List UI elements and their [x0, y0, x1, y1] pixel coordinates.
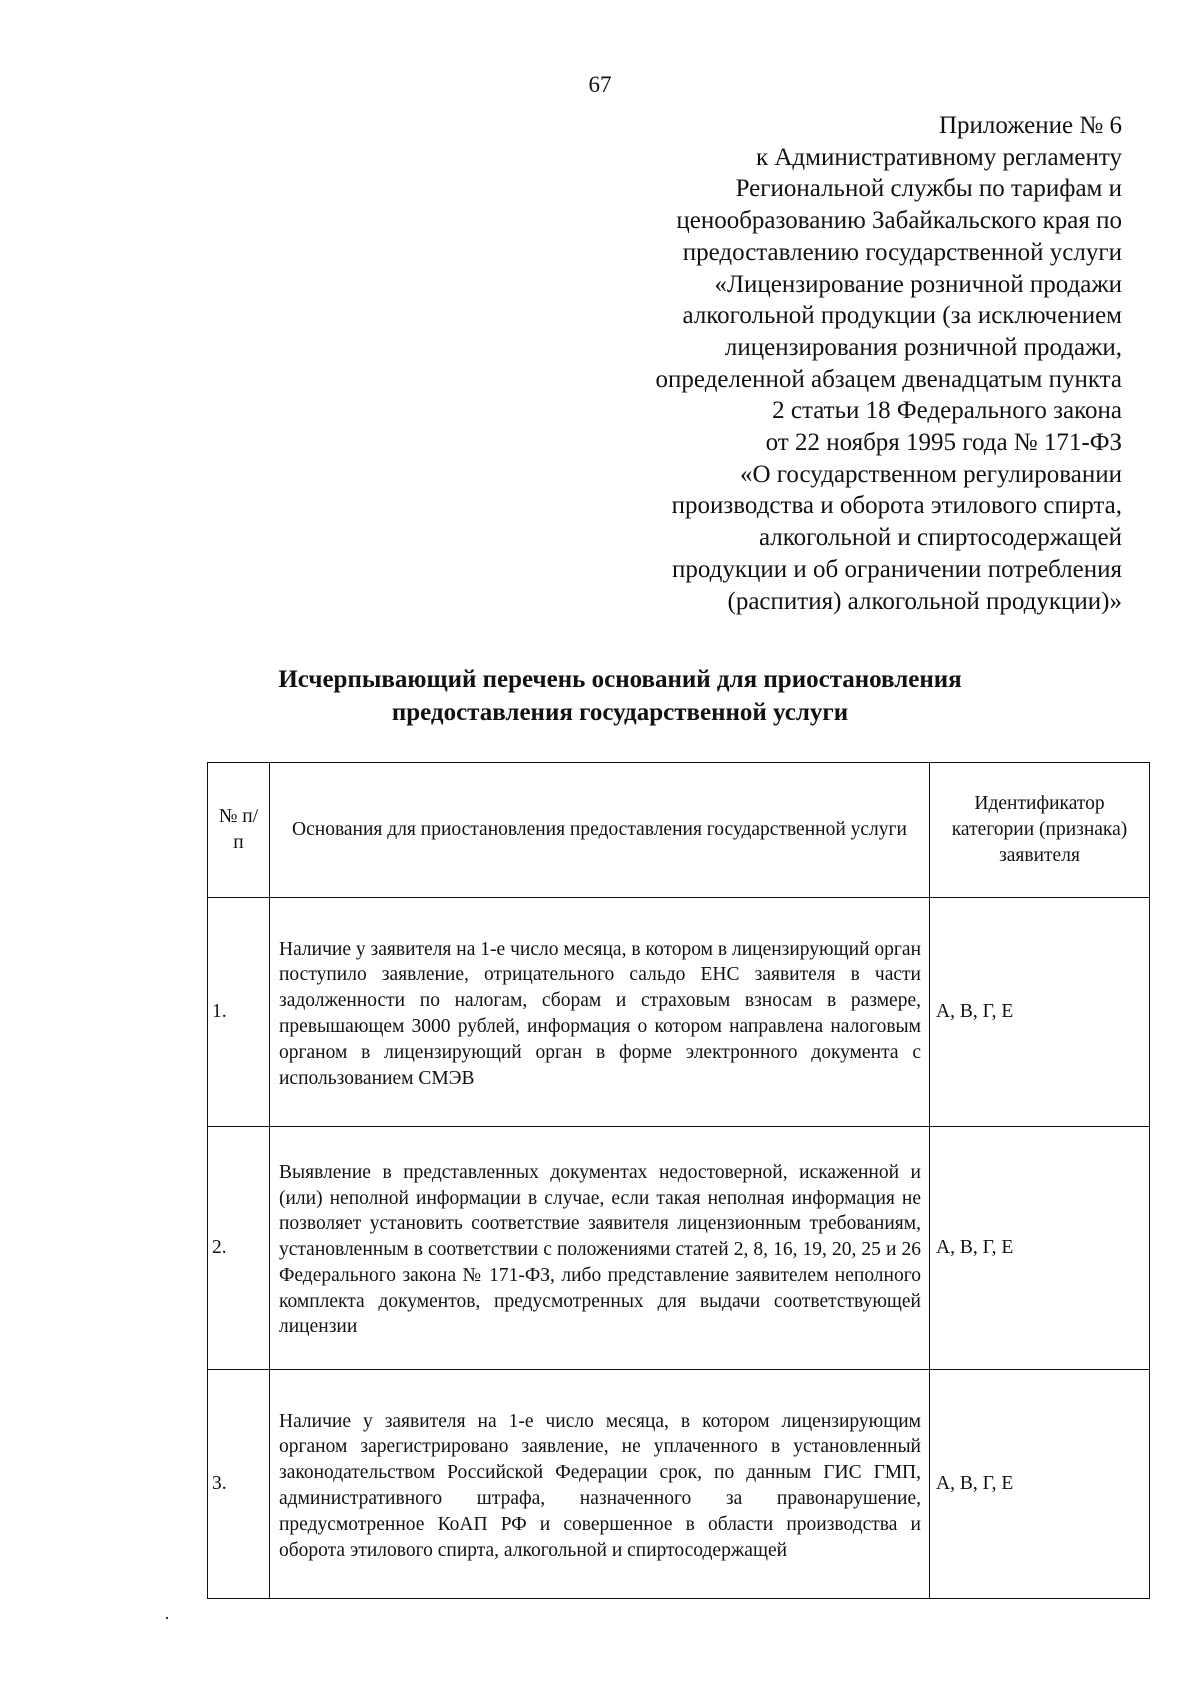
appendix-line: (распития) алкогольной продукции)» — [727, 587, 1122, 615]
header-number: № п/п — [208, 763, 270, 898]
header-basis: Основания для приостановления предоставления государственной услуги — [270, 763, 930, 898]
suspension-grounds-table — [207, 762, 1150, 1599]
table-row — [208, 898, 1150, 1127]
table-row — [208, 1370, 1150, 1599]
appendix-line: Региональной службы по тарифам и — [735, 175, 1122, 203]
table-row — [208, 1127, 1150, 1370]
title-line: Исчерпывающий перечень оснований для приостановления — [278, 666, 962, 693]
appendix-line: лицензирования розничной продажи, — [724, 333, 1122, 361]
appendix-line: алкогольной продукции (за исключением — [682, 302, 1122, 330]
appendix-reference — [482, 110, 1122, 617]
appendix-line: ценообразованию Забайкальского края по — [676, 207, 1122, 235]
row-identifier: А, В, Г, Е — [930, 1370, 1150, 1599]
header-identifier: Идентификатор категории (признака) заявителя — [930, 763, 1150, 898]
appendix-line: «Лицензирование розничной продажи — [714, 270, 1122, 298]
row-basis: Наличие у заявителя на 1-е число месяца, в котором в лицензирующий орган поступило заявление, отрицательного сальдо ЕНС заявителя в части задолженности по налогам, сборам и страховым взносам в размере, превышающем 3000 рублей, информация о котором направлена налоговым органом в лицензирующий орган в форме электронного документа с использованием СМЭВ — [270, 898, 930, 1127]
row-number: 2. — [208, 1127, 270, 1370]
appendix-line: Приложение № 6 — [938, 112, 1122, 139]
row-basis: Наличие у заявителя на 1-е число месяца, в котором лицензирующим органом зарегистрировано заявление, не уплаченного в установленный законодательством Российской Федерации срок, по данным ГИС ГМП, административного штрафа, назначенного за правонарушение, предусмотренное КоАП РФ и совершенное в области производства и оборота этилового спирта, алкогольной и спиртосодержащей — [270, 1370, 930, 1599]
appendix-line: от 22 ноября 1995 года № 171-ФЗ — [765, 429, 1122, 457]
appendix-line: определенной абзацем двенадцатым пункта — [655, 365, 1122, 393]
appendix-line: 2 статьи 18 Федерального закона — [772, 397, 1122, 425]
table-header-row — [208, 763, 1150, 898]
appendix-line: к Административному регламенту — [755, 143, 1122, 171]
appendix-line: алкогольной и спиртосодержащей — [758, 524, 1122, 552]
scan-speck — [166, 1617, 168, 1619]
appendix-line: «О государственном регулировании — [739, 460, 1122, 488]
document-title — [180, 663, 1060, 729]
page-number: 67 — [588, 72, 612, 97]
title-line: предоставления государственной услуги — [391, 699, 849, 726]
row-basis: Выявление в представленных документах недостоверной, искаженной и (или) неполной информации в случае, если такая неполная информация не позволяет установить соответствие заявителя лицензионным требованиям, установленным в соответствии с положениями статей 2, 8, 16, 19, 20, 25 и 26 Федерального закона № 171-ФЗ, либо представление заявителем неполного комплекта документов, предусмотренных для выдачи соответствующей лицензии — [270, 1127, 930, 1370]
appendix-line: продукции и об ограничении потребления — [672, 555, 1122, 583]
row-number: 3. — [208, 1370, 270, 1599]
appendix-line: производства и оборота этилового спирта, — [671, 492, 1122, 520]
appendix-line: предоставлению государственной услуги — [682, 238, 1122, 266]
row-identifier: А, В, Г, Е — [930, 1127, 1150, 1370]
row-identifier: А, В, Г, Е — [930, 898, 1150, 1127]
row-number: 1. — [208, 898, 270, 1127]
